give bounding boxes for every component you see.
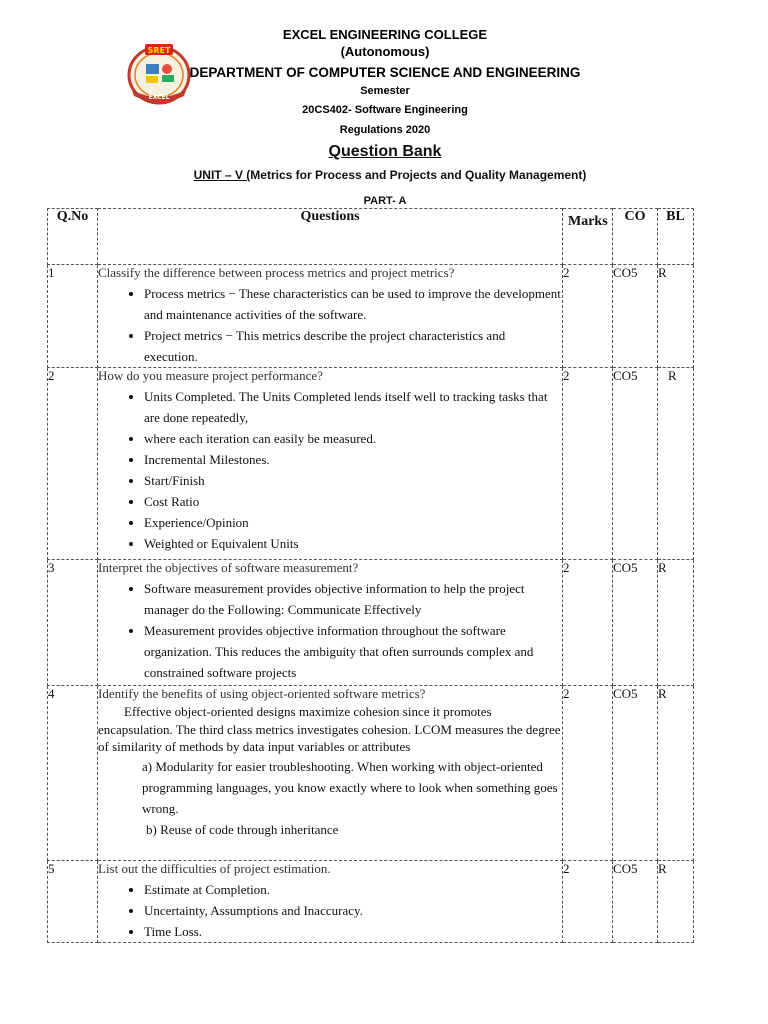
answer-item-a: a) Modularity for easier troubleshooting. When working with object-oriented programming languages, you know exactly where to look when something goes wrong. bbox=[142, 758, 558, 816]
question-cell bbox=[98, 368, 563, 560]
marks-value: 2 bbox=[563, 368, 613, 560]
question-text: Interpret the objectives of software measurement? bbox=[98, 560, 359, 575]
table-row bbox=[48, 265, 694, 368]
qno-header: Q.No bbox=[48, 209, 98, 265]
marks-header: Marks bbox=[563, 209, 613, 265]
table-row bbox=[48, 861, 694, 943]
question-text: How do you measure project performance? bbox=[98, 368, 323, 383]
list-item: • Process metrics − These characteristics can be used to improve the development and maintenance activities of the software. bbox=[144, 283, 562, 325]
department-name: DEPARTMENT OF COMPUTER SCIENCE AND ENGINEERING bbox=[189, 65, 581, 80]
list-item: • Time Loss. bbox=[144, 921, 562, 942]
list-item: • Estimate at Completion. bbox=[144, 879, 562, 900]
college-name: EXCEL ENGINEERING COLLEGE bbox=[282, 27, 488, 42]
list-item: • Project metrics − This metrics describe the project characteristics and execution. bbox=[144, 325, 562, 367]
bl-value: R bbox=[658, 686, 694, 861]
list-item: • Experience/Opinion bbox=[144, 512, 562, 533]
answer-list bbox=[98, 283, 562, 367]
semester-label: Semester bbox=[360, 85, 410, 97]
co-header: CO bbox=[613, 209, 658, 265]
marks-value: 2 bbox=[563, 861, 613, 943]
list-item: • Software measurement provides objective information to help the project manager do the Following: Communicate Effectively bbox=[144, 578, 562, 620]
course-name: 20CS402- Software Engineering bbox=[302, 104, 468, 116]
answer-list bbox=[98, 386, 562, 554]
questions-header: Questions bbox=[98, 209, 563, 265]
list-item: • Measurement provides objective information throughout the software organization. This reduces the ambiguity that often surrounds complex and constrained software projects bbox=[144, 620, 562, 683]
table-row bbox=[48, 686, 694, 861]
part-label: PART- A bbox=[363, 195, 407, 207]
list-item: • Weighted or Equivalent Units bbox=[144, 533, 562, 554]
question-table bbox=[47, 208, 694, 943]
answer-item-b: b) Reuse of code through inheritance bbox=[146, 821, 339, 837]
bl-header: BL bbox=[658, 209, 694, 265]
question-number: 2 bbox=[48, 368, 98, 560]
bl-value: R bbox=[658, 265, 694, 368]
svg-text:EXCEL: EXCEL bbox=[148, 94, 170, 101]
answer-list bbox=[98, 578, 562, 683]
svg-text:SRET: SRET bbox=[147, 46, 171, 55]
marks-value: 2 bbox=[563, 686, 613, 861]
list-item: • Start/Finish bbox=[144, 470, 562, 491]
co-value: CO5 bbox=[613, 368, 658, 560]
bl-value: R bbox=[658, 861, 694, 943]
question-cell bbox=[98, 686, 563, 861]
question-text: Classify the difference between process metrics and project metrics? bbox=[98, 265, 455, 280]
co-value: CO5 bbox=[613, 560, 658, 686]
document-title: Question Bank bbox=[328, 143, 442, 160]
answer-paragraph: Effective object-oriented designs maximize cohesion since it promotes encapsulation. The third class metrics investigates cohesion. LCOM measures the degree of similarity of methods by data input variables or attributes bbox=[98, 704, 561, 754]
college-status: (Autonomous) bbox=[340, 44, 430, 59]
question-number: 4 bbox=[48, 686, 98, 861]
table-header-row bbox=[48, 209, 694, 265]
list-item: • Uncertainty, Assumptions and Inaccuracy. bbox=[144, 900, 562, 921]
marks-value: 2 bbox=[563, 560, 613, 686]
bl-value: R bbox=[658, 560, 694, 686]
question-number: 3 bbox=[48, 560, 98, 686]
table-row bbox=[48, 560, 694, 686]
question-cell bbox=[98, 560, 563, 686]
unit-heading: UNIT – V (Metrics for Process and Projects and Quality Management) bbox=[193, 168, 587, 182]
list-item: • Cost Ratio bbox=[144, 491, 562, 512]
regulations: Regulations 2020 bbox=[339, 124, 431, 136]
bl-value: R bbox=[658, 368, 694, 560]
marks-value: 2 bbox=[563, 265, 613, 368]
question-cell bbox=[98, 265, 563, 368]
question-number: 1 bbox=[48, 265, 98, 368]
question-text: List out the difficulties of project estimation. bbox=[98, 861, 331, 876]
answer-list bbox=[98, 879, 562, 942]
co-value: CO5 bbox=[613, 265, 658, 368]
table-row bbox=[48, 368, 694, 560]
list-item: • where each iteration can easily be measured. bbox=[144, 428, 562, 449]
co-value: CO5 bbox=[613, 861, 658, 943]
list-item: • Incremental Milestones. bbox=[144, 449, 562, 470]
question-text: Identify the benefits of using object-oriented software metrics? bbox=[98, 686, 426, 701]
question-number: 5 bbox=[48, 861, 98, 943]
question-cell bbox=[98, 861, 563, 943]
co-value: CO5 bbox=[613, 686, 658, 861]
list-item: • Units Completed. The Units Completed lends itself well to tracking tasks that are done repeatedly, bbox=[144, 386, 562, 428]
